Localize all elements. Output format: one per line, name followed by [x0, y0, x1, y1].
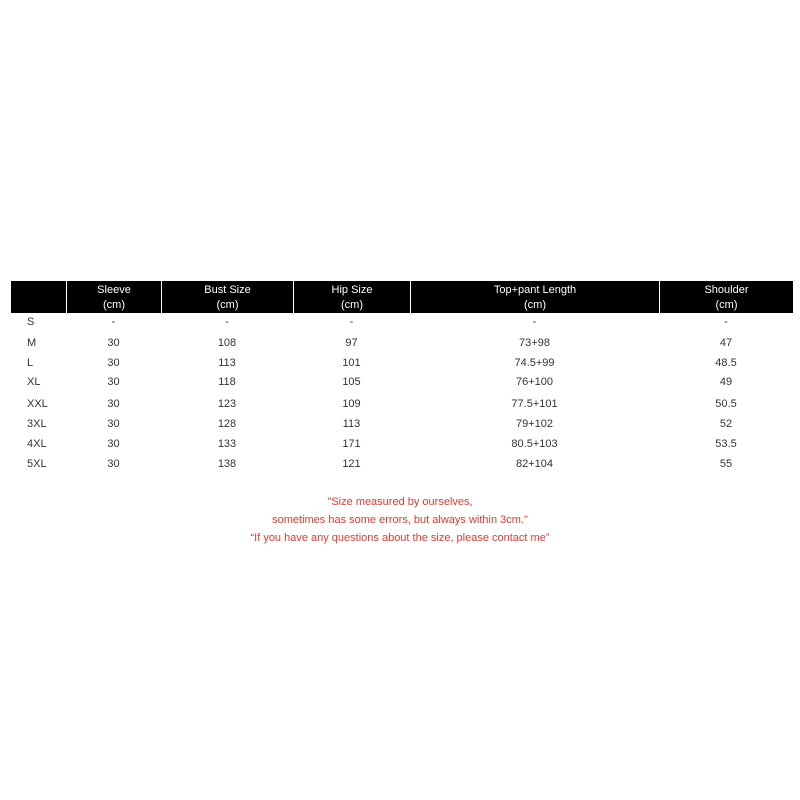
header-cell-length	[410, 281, 659, 313]
cell-sleeve: 30	[107, 418, 120, 430]
header-cell-shoulder	[659, 281, 793, 313]
note-line-1: "Size measured by ourselves,	[327, 496, 473, 508]
cell-length: 73+98	[519, 337, 550, 349]
cell-length: 76+100	[515, 376, 553, 388]
cell-hip: 97	[345, 337, 358, 349]
size-note	[0, 493, 800, 547]
cell-length: 80.5+103	[511, 438, 558, 450]
cell-hip: 121	[342, 458, 361, 470]
cell-hip: 105	[342, 376, 361, 388]
cell-size: XXL	[27, 398, 48, 410]
cell-hip: 171	[342, 438, 361, 450]
cell-bust: 133	[217, 438, 237, 450]
cell-bust: -	[225, 316, 229, 328]
table-row	[11, 357, 793, 376]
cell-bust: 138	[217, 458, 237, 470]
cell-shoulder: 55	[719, 458, 733, 470]
cell-shoulder: -	[724, 316, 728, 328]
cell-shoulder: 49	[719, 376, 733, 388]
cell-size: S	[27, 316, 35, 328]
header-label: Shoulder	[704, 284, 749, 296]
cell-sleeve: -	[111, 316, 116, 328]
cell-bust: 123	[217, 398, 237, 410]
cell-hip: 101	[342, 357, 361, 369]
header-unit: (cm)	[341, 299, 363, 311]
cell-sleeve: 30	[107, 458, 120, 470]
cell-shoulder: 50.5	[715, 398, 737, 410]
header-cell-hip	[293, 281, 410, 313]
header-cell-bust	[161, 281, 293, 313]
cell-sleeve: 30	[107, 398, 120, 410]
table-row	[11, 438, 793, 458]
cell-bust: 118	[218, 376, 236, 388]
cell-length: -	[532, 316, 537, 328]
header-unit: (cm)	[715, 299, 738, 311]
cell-shoulder: 48.5	[715, 357, 737, 369]
header-cell-sleeve	[66, 281, 161, 313]
table-row	[11, 376, 793, 398]
cell-hip: -	[349, 316, 354, 328]
cell-bust: 108	[217, 337, 237, 349]
cell-length: 74.5+99	[514, 357, 555, 369]
cell-bust: 113	[218, 357, 236, 369]
cell-sleeve: 30	[107, 376, 120, 388]
header-label: Sleeve	[97, 284, 131, 296]
header-label: Hip Size	[331, 284, 373, 296]
size-chart-table	[11, 281, 793, 478]
note-line-3: “If you have any questions about the size, please contact me”	[250, 532, 550, 544]
cell-hip: 113	[342, 418, 361, 430]
cell-sleeve: 30	[107, 357, 120, 369]
cell-size: L	[27, 357, 34, 369]
header-label: Bust Size	[204, 284, 251, 296]
table-row	[11, 418, 793, 438]
header-unit: (cm)	[103, 299, 125, 311]
cell-length: 79+102	[515, 418, 553, 430]
header-label: Top+pant Length	[493, 284, 577, 296]
cell-sleeve: 30	[107, 337, 120, 349]
note-line-2: sometimes has some errors, but always within 3cm."	[272, 514, 528, 526]
cell-hip: 109	[342, 398, 361, 410]
header-unit: (cm)	[524, 299, 546, 311]
header-cell-size	[11, 281, 66, 313]
table-row	[11, 458, 793, 478]
cell-size: 5XL	[27, 458, 47, 470]
cell-shoulder: 53.5	[715, 438, 737, 450]
table-row	[11, 337, 793, 357]
table-body	[11, 316, 793, 478]
cell-bust: 128	[217, 418, 237, 430]
cell-length: 82+104	[515, 458, 553, 470]
cell-size: XL	[27, 376, 41, 388]
table-header	[11, 281, 793, 313]
cell-size: M	[27, 337, 37, 349]
cell-size: 4XL	[27, 438, 47, 450]
cell-size: 3XL	[27, 418, 47, 430]
cell-length: 77.5+101	[511, 398, 558, 410]
table-row	[11, 398, 793, 418]
cell-shoulder: 47	[719, 337, 733, 349]
cell-shoulder: 52	[719, 418, 733, 430]
header-unit: (cm)	[216, 299, 239, 311]
table-row	[11, 316, 793, 337]
cell-sleeve: 30	[107, 438, 120, 450]
